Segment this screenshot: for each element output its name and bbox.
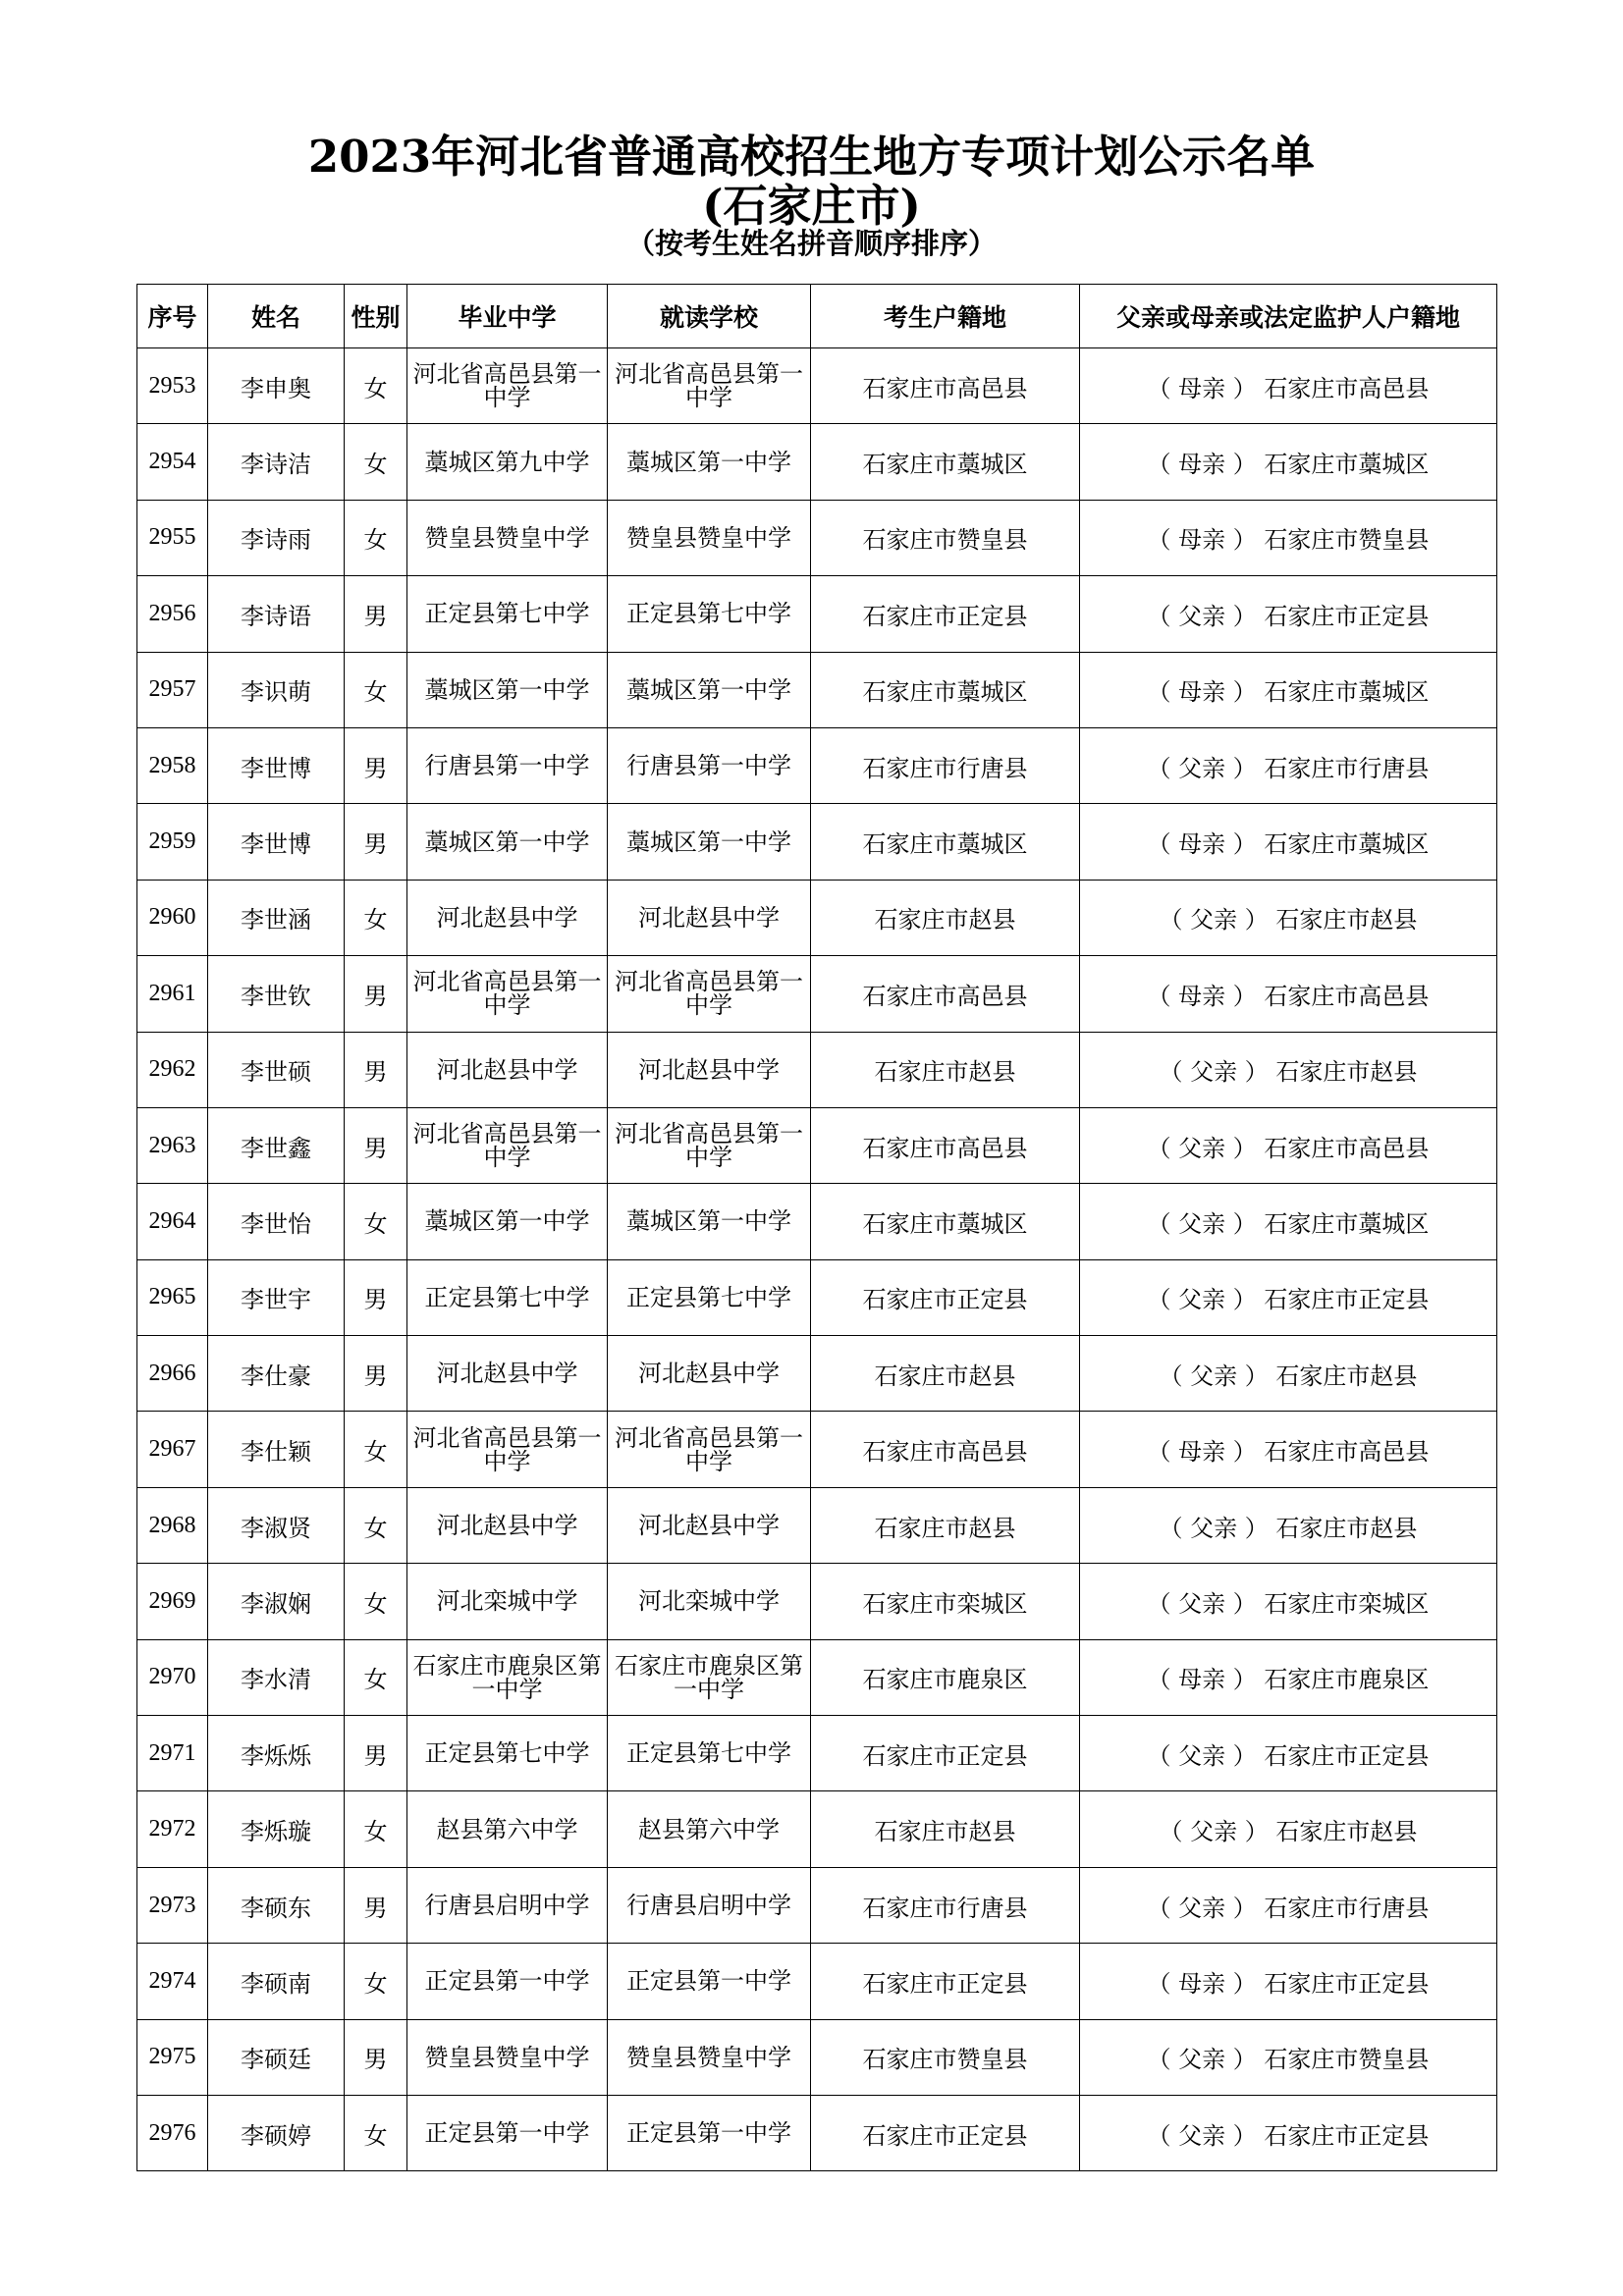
cell-study-school: 河北赵县中学 [608,1032,811,1107]
cell-seq: 2968 [137,1487,208,1563]
cell-grad-school: 河北赵县中学 [407,1336,608,1412]
cell-grad-school: 正定县第一中学 [407,1944,608,2019]
cell-grad-school: 行唐县第一中学 [407,727,608,803]
table-row [137,1336,1497,1412]
table-row [137,1867,1497,1943]
cell-hukou: 石家庄市高邑县 [811,1107,1080,1183]
cell-seq: 2961 [137,956,208,1032]
cell-parent-hukou: （ 父亲 ） 石家庄市正定县 [1080,576,1497,652]
cell-name: 李硕婷 [208,2095,345,2170]
cell-grad-school: 正定县第一中学 [407,2095,608,2170]
cell-grad-school: 河北省高邑县第一中学 [407,348,608,424]
cell-grad-school: 藁城区第一中学 [407,804,608,880]
cell-name: 李硕南 [208,1944,345,2019]
cell-seq: 2975 [137,2019,208,2095]
cell-name: 李世宇 [208,1259,345,1335]
cell-seq: 2954 [137,424,208,500]
cell-hukou: 石家庄市正定县 [811,2095,1080,2170]
cell-seq: 2953 [137,348,208,424]
cell-parent-hukou: （ 父亲 ） 石家庄市赵县 [1080,880,1497,955]
table-row [137,1412,1497,1487]
cell-gender: 男 [345,1336,407,1412]
cell-hukou: 石家庄市藁城区 [811,424,1080,500]
table-row [137,424,1497,500]
cell-hukou: 石家庄市藁城区 [811,804,1080,880]
cell-parent-hukou: （ 父亲 ） 石家庄市藁城区 [1080,1184,1497,1259]
cell-grad-school: 赵县第六中学 [407,1791,608,1867]
cell-gender: 女 [345,1487,407,1563]
cell-hukou: 石家庄市赵县 [811,1032,1080,1107]
header-study-school: 就读学校 [608,285,811,348]
cell-parent-hukou: （ 母亲 ） 石家庄市鹿泉区 [1080,1639,1497,1715]
table-row [137,1032,1497,1107]
document-subtitle: (石家庄市) [702,180,921,232]
cell-study-school: 河北省高邑县第一中学 [608,1412,811,1487]
cell-seq: 2963 [137,1107,208,1183]
cell-hukou: 石家庄市藁城区 [811,652,1080,727]
cell-gender: 女 [345,1791,407,1867]
table-row [137,1716,1497,1791]
cell-name: 李世鑫 [208,1107,345,1183]
cell-hukou: 石家庄市正定县 [811,1716,1080,1791]
cell-study-school: 赞皇县赞皇中学 [608,500,811,575]
table-row [137,348,1497,424]
cell-hukou: 石家庄市高邑县 [811,348,1080,424]
cell-grad-school: 藁城区第一中学 [407,1184,608,1259]
cell-parent-hukou: （ 母亲 ） 石家庄市藁城区 [1080,804,1497,880]
cell-name: 李硕东 [208,1867,345,1943]
cell-hukou: 石家庄市正定县 [811,1944,1080,2019]
cell-gender: 女 [345,2095,407,2170]
cell-study-school: 正定县第七中学 [608,1259,811,1335]
cell-parent-hukou: （ 父亲 ） 石家庄市正定县 [1080,1259,1497,1335]
cell-name: 李诗语 [208,576,345,652]
cell-gender: 女 [345,1412,407,1487]
cell-hukou: 石家庄市赵县 [811,1487,1080,1563]
table-row [137,804,1497,880]
table-row [137,1944,1497,2019]
table-row [137,880,1497,955]
cell-study-school: 河北省高邑县第一中学 [608,1107,811,1183]
cell-parent-hukou: （ 父亲 ） 石家庄市赵县 [1080,1032,1497,1107]
cell-hukou: 石家庄市赵县 [811,1336,1080,1412]
cell-parent-hukou: （ 父亲 ） 石家庄市赵县 [1080,1487,1497,1563]
cell-parent-hukou: （ 母亲 ） 石家庄市藁城区 [1080,652,1497,727]
cell-grad-school: 正定县第七中学 [407,1259,608,1335]
cell-grad-school: 河北赵县中学 [407,1487,608,1563]
cell-gender: 女 [345,424,407,500]
cell-gender: 男 [345,2019,407,2095]
cell-study-school: 河北栾城中学 [608,1564,811,1639]
cell-name: 李水清 [208,1639,345,1715]
cell-gender: 男 [345,1716,407,1791]
cell-seq: 2970 [137,1639,208,1715]
cell-parent-hukou: （ 父亲 ） 石家庄市行唐县 [1080,1867,1497,1943]
table-row [137,500,1497,575]
cell-gender: 女 [345,500,407,575]
cell-grad-school: 河北赵县中学 [407,880,608,955]
table-row [137,1564,1497,1639]
cell-study-school: 藁城区第一中学 [608,424,811,500]
cell-study-school: 行唐县启明中学 [608,1867,811,1943]
cell-name: 李世博 [208,804,345,880]
cell-grad-school: 河北赵县中学 [407,1032,608,1107]
cell-gender: 女 [345,880,407,955]
cell-name: 李世钦 [208,956,345,1032]
cell-gender: 女 [345,1184,407,1259]
cell-parent-hukou: （ 父亲 ） 石家庄市高邑县 [1080,1107,1497,1183]
cell-parent-hukou: （ 母亲 ） 石家庄市赞皇县 [1080,500,1497,575]
cell-study-school: 河北省高邑县第一中学 [608,956,811,1032]
header-grad-school: 毕业中学 [407,285,608,348]
table-row [137,1107,1497,1183]
cell-hukou: 石家庄市赵县 [811,880,1080,955]
cell-seq: 2956 [137,576,208,652]
cell-gender: 男 [345,1867,407,1943]
cell-grad-school: 赞皇县赞皇中学 [407,500,608,575]
table-row [137,1639,1497,1715]
candidate-table [136,284,1497,2171]
cell-seq: 2955 [137,500,208,575]
cell-parent-hukou: （ 父亲 ） 石家庄市赵县 [1080,1336,1497,1412]
cell-study-school: 藁城区第一中学 [608,652,811,727]
table-row [137,2095,1497,2170]
table-row [137,1184,1497,1259]
cell-gender: 男 [345,727,407,803]
cell-seq: 2967 [137,1412,208,1487]
cell-name: 李申奥 [208,348,345,424]
header-seq: 序号 [137,285,208,348]
cell-study-school: 石家庄市鹿泉区第一中学 [608,1639,811,1715]
cell-gender: 男 [345,956,407,1032]
cell-gender: 女 [345,652,407,727]
cell-grad-school: 石家庄市鹿泉区第一中学 [407,1639,608,1715]
cell-grad-school: 藁城区第一中学 [407,652,608,727]
cell-seq: 2972 [137,1791,208,1867]
cell-name: 李仕颖 [208,1412,345,1487]
cell-study-school: 正定县第七中学 [608,576,811,652]
document-title: 2023年河北省普通高校招生地方专项计划公示名单 [307,131,1316,183]
cell-parent-hukou: （ 母亲 ） 石家庄市正定县 [1080,1944,1497,2019]
table-header-row [137,285,1497,348]
cell-gender: 男 [345,1032,407,1107]
cell-parent-hukou: （ 母亲 ） 石家庄市高邑县 [1080,956,1497,1032]
cell-gender: 男 [345,1107,407,1183]
header-parent-hukou: 父亲或母亲或法定监护人户籍地 [1080,285,1497,348]
table-row [137,727,1497,803]
cell-parent-hukou: （ 母亲 ） 石家庄市藁城区 [1080,424,1497,500]
cell-gender: 女 [345,1944,407,2019]
table-row [137,652,1497,727]
cell-hukou: 石家庄市正定县 [811,576,1080,652]
cell-hukou: 石家庄市正定县 [811,1259,1080,1335]
table-row [137,1259,1497,1335]
cell-name: 李仕豪 [208,1336,345,1412]
cell-study-school: 正定县第七中学 [608,1716,811,1791]
cell-name: 李淑贤 [208,1487,345,1563]
cell-hukou: 石家庄市行唐县 [811,727,1080,803]
cell-hukou: 石家庄市栾城区 [811,1564,1080,1639]
cell-grad-school: 河北省高邑县第一中学 [407,1412,608,1487]
cell-seq: 2965 [137,1259,208,1335]
table-row [137,1791,1497,1867]
cell-study-school: 正定县第一中学 [608,2095,811,2170]
cell-grad-school: 赞皇县赞皇中学 [407,2019,608,2095]
cell-grad-school: 河北省高邑县第一中学 [407,1107,608,1183]
cell-parent-hukou: （ 父亲 ） 石家庄市行唐县 [1080,727,1497,803]
cell-seq: 2971 [137,1716,208,1791]
cell-hukou: 石家庄市行唐县 [811,1867,1080,1943]
cell-gender: 女 [345,1639,407,1715]
cell-study-school: 行唐县第一中学 [608,727,811,803]
cell-study-school: 正定县第一中学 [608,1944,811,2019]
cell-study-school: 河北赵县中学 [608,880,811,955]
header-name: 姓名 [208,285,345,348]
cell-name: 李世硕 [208,1032,345,1107]
cell-seq: 2969 [137,1564,208,1639]
cell-hukou: 石家庄市赞皇县 [811,500,1080,575]
header-gender: 性别 [345,285,407,348]
cell-gender: 男 [345,576,407,652]
cell-study-school: 藁城区第一中学 [608,1184,811,1259]
cell-seq: 2976 [137,2095,208,2170]
cell-name: 李世博 [208,727,345,803]
cell-hukou: 石家庄市高邑县 [811,1412,1080,1487]
cell-name: 李硕廷 [208,2019,345,2095]
cell-gender: 男 [345,1259,407,1335]
sort-note: （按考生姓名拼音顺序排序） [625,227,997,260]
cell-parent-hukou: （ 父亲 ） 石家庄市正定县 [1080,2095,1497,2170]
cell-grad-school: 河北省高邑县第一中学 [407,956,608,1032]
cell-gender: 女 [345,348,407,424]
cell-name: 李世怡 [208,1184,345,1259]
cell-parent-hukou: （ 母亲 ） 石家庄市高邑县 [1080,1412,1497,1487]
cell-seq: 2958 [137,727,208,803]
cell-gender: 男 [345,804,407,880]
cell-grad-school: 正定县第七中学 [407,576,608,652]
cell-parent-hukou: （ 母亲 ） 石家庄市高邑县 [1080,348,1497,424]
cell-hukou: 石家庄市高邑县 [811,956,1080,1032]
cell-seq: 2974 [137,1944,208,2019]
cell-study-school: 河北省高邑县第一中学 [608,348,811,424]
cell-parent-hukou: （ 父亲 ） 石家庄市栾城区 [1080,1564,1497,1639]
cell-parent-hukou: （ 父亲 ） 石家庄市赞皇县 [1080,2019,1497,2095]
cell-grad-school: 河北栾城中学 [407,1564,608,1639]
cell-seq: 2957 [137,652,208,727]
cell-name: 李淑娴 [208,1564,345,1639]
cell-study-school: 河北赵县中学 [608,1336,811,1412]
cell-name: 李诗洁 [208,424,345,500]
cell-name: 李烁烁 [208,1716,345,1791]
cell-parent-hukou: （ 父亲 ） 石家庄市赵县 [1080,1791,1497,1867]
table-row [137,2019,1497,2095]
cell-hukou: 石家庄市赞皇县 [811,2019,1080,2095]
cell-grad-school: 藁城区第九中学 [407,424,608,500]
cell-hukou: 石家庄市赵县 [811,1791,1080,1867]
cell-name: 李世涵 [208,880,345,955]
cell-study-school: 藁城区第一中学 [608,804,811,880]
cell-study-school: 赞皇县赞皇中学 [608,2019,811,2095]
cell-grad-school: 正定县第七中学 [407,1716,608,1791]
cell-study-school: 赵县第六中学 [608,1791,811,1867]
cell-seq: 2962 [137,1032,208,1107]
cell-seq: 2973 [137,1867,208,1943]
cell-hukou: 石家庄市藁城区 [811,1184,1080,1259]
cell-seq: 2960 [137,880,208,955]
cell-name: 李诗雨 [208,500,345,575]
cell-seq: 2966 [137,1336,208,1412]
cell-parent-hukou: （ 父亲 ） 石家庄市正定县 [1080,1716,1497,1791]
table-row [137,956,1497,1032]
cell-name: 李识萌 [208,652,345,727]
cell-study-school: 河北赵县中学 [608,1487,811,1563]
cell-grad-school: 行唐县启明中学 [407,1867,608,1943]
table-row [137,1487,1497,1563]
cell-seq: 2959 [137,804,208,880]
cell-hukou: 石家庄市鹿泉区 [811,1639,1080,1715]
cell-name: 李烁璇 [208,1791,345,1867]
cell-gender: 女 [345,1564,407,1639]
cell-seq: 2964 [137,1184,208,1259]
table-row [137,576,1497,652]
header-hukou: 考生户籍地 [811,285,1080,348]
